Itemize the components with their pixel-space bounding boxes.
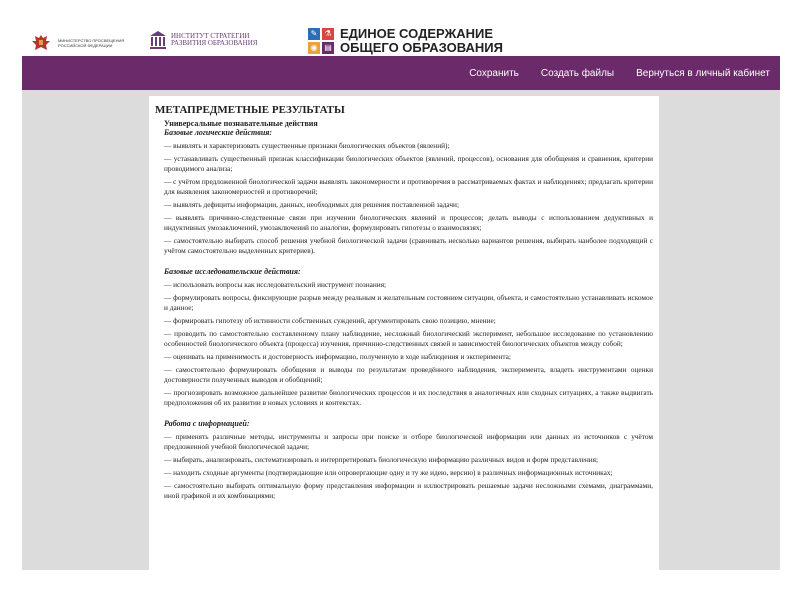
- create-files-button[interactable]: Создать файлы: [540, 67, 615, 79]
- list-item: — выявлять дефициты информации, данных, необходимых для решения поставленной задачи;: [164, 200, 459, 209]
- document-heading: МЕТАПРЕДМЕТНЫЕ РЕЗУЛЬТАТЫ: [155, 104, 345, 116]
- document-subheading: Универсальные познавательные действия: [164, 119, 318, 128]
- section-gap: [155, 411, 653, 419]
- nav-links: [469, 56, 770, 90]
- institute-logo: [149, 30, 271, 50]
- list-item: — использовать вопросы как исследовательский инструмент познания;: [164, 280, 387, 289]
- globe-icon: ◉: [308, 42, 320, 54]
- main-title-line1: ЕДИНОЕ СОДЕРЖАНИЕ: [340, 26, 494, 41]
- list-item: — выявлять причинно-следственные связи при изучении биологических явлений и процессов; делать выводы с использованием дедуктивных и индуктивных умозаключений, умозаключений по аналогии, формулировать гипотезы о взаимосвязях;: [164, 213, 653, 232]
- list-item: — с учётом предложенной биологической задачи выявлять закономерности и противоречия в рассматриваемых фактах и наблюдениях; предлагать критерии для выявления закономерностей и противоречий;: [164, 177, 653, 196]
- list-item: — оценивать на применимость и достоверность информацию, полученную в ходе наблюдения и эксперимента;: [164, 352, 511, 361]
- section-title: Базовые логические действия:: [164, 128, 273, 137]
- ministry-logo: [30, 32, 130, 54]
- logo-tiles: [308, 28, 334, 54]
- section-items: [164, 141, 653, 256]
- section-items: [164, 432, 653, 501]
- flask-icon: ⚗: [322, 28, 334, 40]
- list-item: — находить сходные аргументы (подтверждающие или опровергающие одну и ту же идею, версию) в различных информационных источниках;: [164, 468, 613, 477]
- list-item: — проводить по самостоятельно составленному плану наблюдение, несложный биологический эксперимент, небольшое исследование по установлению особенностей биологического объекта (процесса) изучения, причинно-следственных связей и зависимостей биологических объектов между собой;: [164, 329, 653, 348]
- institute-name: ИНСТИТУТ СТРАТЕГИИ РАЗВИТИЯ ОБРАЗОВАНИЯ: [171, 32, 258, 47]
- eagle-emblem-icon: [30, 32, 52, 54]
- section-items: [164, 280, 653, 408]
- list-item: — устанавливать существенный признак классификации биологических объектов (явлений, процессов), основания для обобщения и сравнения, критерии проводимого анализа;: [164, 154, 653, 173]
- book-icon: ▤: [322, 42, 334, 54]
- document-viewer[interactable]: [22, 90, 780, 570]
- back-to-cabinet-link[interactable]: Вернуться в личный кабинет: [636, 67, 770, 79]
- list-item: — формировать гипотезу об истинности собственных суждений, аргументировать свою позицию, мнение;: [164, 316, 496, 325]
- main-title: [340, 27, 503, 55]
- list-item: — формулировать вопросы, фиксирующие разрыв между реальным и желательным состоянием ситуации, объекта, и самостоятельно устанавливать искомое и данное;: [164, 293, 653, 312]
- list-item: — самостоятельно выбирать способ решения учебной биологической задачи (сравнивать несколько вариантов решения, выбирать наиболее подходящий с учётом самостоятельно выделенных критериев).: [164, 236, 653, 255]
- section-title: Базовые исследовательские действия:: [164, 267, 301, 276]
- list-item: — выбирать, анализировать, систематизировать и интерпретировать биологическую информацию различных видов и форм представления;: [164, 455, 599, 464]
- document-page: [149, 96, 659, 570]
- document-sections: [155, 128, 653, 512]
- list-item: — самостоятельно формулировать обобщения и выводы по результатам проведённого наблюдения, эксперимента, владеть инструментами оценки достоверности полученных выводов и обобщений;: [164, 365, 653, 384]
- list-item: — выявлять и характеризовать существенные признаки биологических объектов (явлений);: [164, 141, 450, 150]
- app-frame: [22, 10, 780, 570]
- ministry-name: МИНИСТЕРСТВО ПРОСВЕЩЕНИЯ РОССИЙСКОЙ ФЕДЕРАЦИИ: [58, 38, 125, 48]
- main-logo[interactable]: [308, 27, 503, 55]
- pencil-icon: ✎: [308, 28, 320, 40]
- institute-building-icon: [149, 30, 167, 50]
- main-title-line2: ОБЩЕГО ОБРАЗОВАНИЯ: [340, 40, 503, 55]
- save-button[interactable]: Сохранить: [469, 67, 519, 79]
- section-gap: [155, 259, 653, 267]
- top-navbar: [22, 56, 780, 90]
- list-item: — применять различные методы, инструменты и запросы при поиске и отборе биологической информации или данных из источников с учётом предложенной учебной биологической задачи;: [164, 432, 653, 451]
- section-title: Работа с информацией:: [164, 419, 250, 428]
- header: [22, 10, 780, 56]
- list-item: — самостоятельно выбирать оптимальную форму представления информации и иллюстрировать решаемые задачи несложными схемами, диаграммами, иной графикой и их комбинациями;: [164, 481, 653, 500]
- list-item: — прогнозировать возможное дальнейшее развитие биологических процессов и их последствия в аналогичных или сходных ситуациях, а также выдвигать предположения об их развитии в новых условиях и контекстах.: [164, 388, 653, 407]
- section-gap: [155, 504, 653, 512]
